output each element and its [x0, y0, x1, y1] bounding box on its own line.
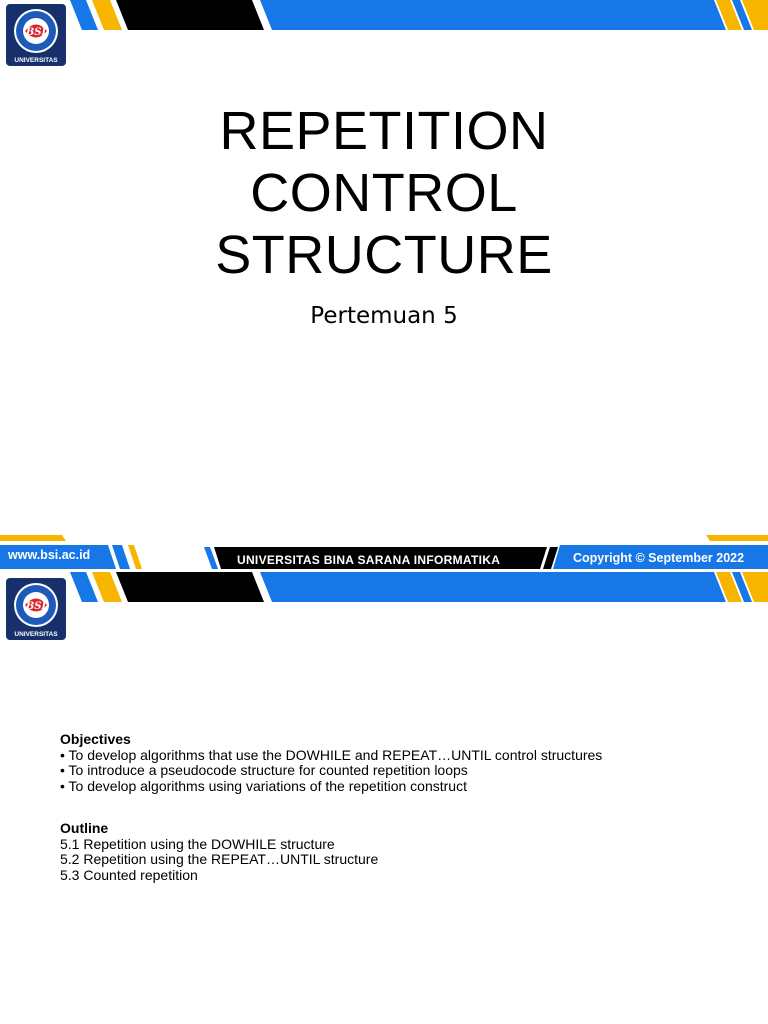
content-slide	[0, 572, 768, 1024]
top-header-bar	[0, 0, 768, 30]
objective-item: • To develop algorithms using variations of the repetition construct	[60, 777, 467, 794]
title-line-3: STRUCTURE	[215, 225, 553, 285]
footer-university-name: UNIVERSITAS BINA SARANA INFORMATIKA	[237, 553, 501, 567]
university-logo	[6, 4, 66, 66]
university-logo	[6, 578, 66, 640]
svg-text:BSI: BSI	[25, 601, 47, 612]
svg-text:BSI: BSI	[25, 27, 47, 38]
outline-section	[60, 821, 378, 883]
top-header-bar	[0, 572, 768, 602]
objectives-section	[60, 732, 602, 794]
footer-copyright: Copyright © September 2022	[573, 551, 745, 565]
outline-item: 5.1 Repetition using the DOWHILE structure	[60, 835, 335, 852]
title-line-2: CONTROL	[250, 163, 518, 223]
svg-text:UNIVERSITAS: UNIVERSITAS	[14, 57, 58, 64]
outline-item: 5.2 Repetition using the REPEAT…UNTIL structure	[60, 851, 379, 867]
objectives-heading: Objectives	[60, 731, 131, 747]
outline-item: 5.3 Counted repetition	[60, 866, 198, 883]
slide-subtitle: Pertemuan 5	[310, 303, 458, 329]
svg-text:UNIVERSITAS: UNIVERSITAS	[14, 631, 58, 638]
slide-title	[0, 100, 768, 286]
objective-item: • To develop algorithms that use the DOWHILE and REPEAT…UNTIL control structures	[60, 746, 603, 763]
objective-item: • To introduce a pseudocode structure for counted repetition loops	[60, 762, 468, 778]
outline-heading: Outline	[60, 820, 109, 836]
title-line-1: REPETITION	[219, 101, 549, 161]
footer-website: www.bsi.ac.id	[8, 548, 91, 562]
